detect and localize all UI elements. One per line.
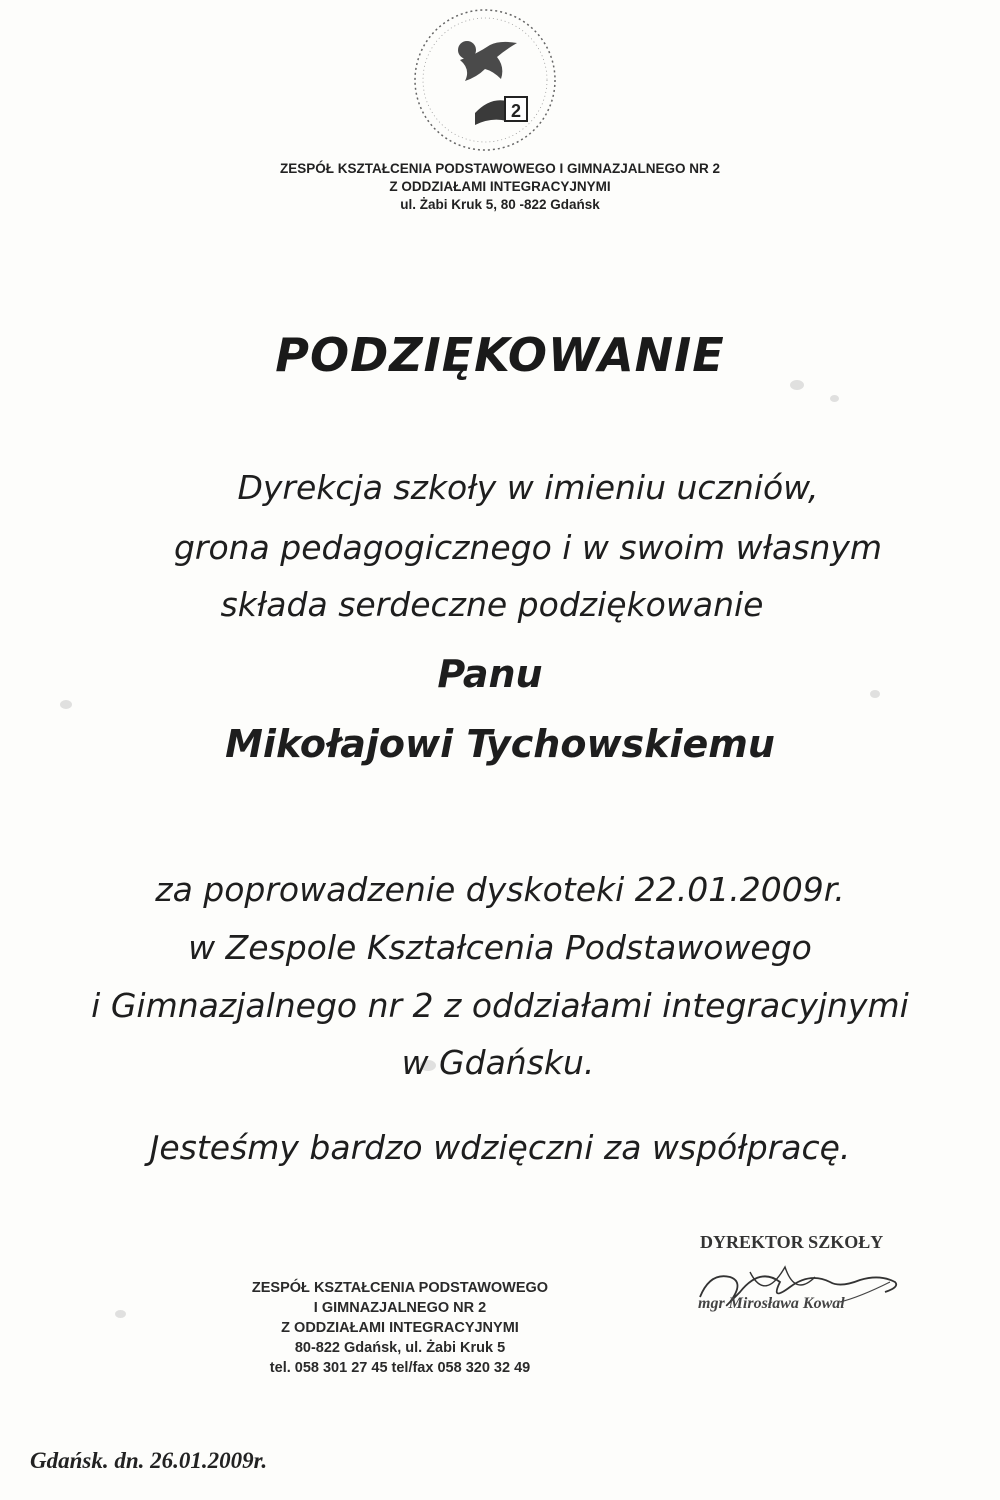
director-title: DYREKTOR SZKOŁY [700,1232,884,1252]
school-logo-icon [405,5,565,165]
intro-line-1: Dyrekcja szkoły w imieniu uczniów, [237,468,819,507]
recipient-name: Mikołajowi Tychowskiemu [225,722,775,766]
scan-speck [115,1310,126,1318]
reason-line-2: w Zespole Kształcenia Podstawowego [188,928,812,967]
stamp-line-3: Z ODDZIAŁAMI INTEGRACYJNYMI [281,1320,519,1336]
salutation: Panu [437,652,543,696]
stamp-line-2: I GIMNAZJALNEGO NR 2 [313,1300,487,1316]
reason-line-4: w Gdańsku. [401,1043,595,1082]
issue-date: Gdańsk. dn. 26.01.2009r. [30,1448,268,1473]
stamp-line-1: ZESPÓŁ KSZTAŁCENIA PODSTAWOWEGO [251,1280,549,1296]
reason-line-3: i Gimnazjalnego nr 2 z oddziałami integracyjnymi [91,986,909,1025]
closing-line: Jesteśmy bardzo wdzięczni za współpracę. [149,1128,851,1167]
intro-line-2: grona pedagogicznego i w swoim własnym [173,528,883,567]
stamp-line-4: 80-822 Gdańsk, ul. Żabi Kruk 5 [294,1340,506,1356]
scan-speck [60,700,72,709]
director-name: mgr Mirosława Kowal [698,1295,845,1312]
header-address: ul. Żabi Kruk 5, 80 -822 Gdańsk [400,197,600,212]
logo-number: 2 [510,101,522,121]
header-line-1: ZESPÓŁ KSZTAŁCENIA PODSTAWOWEGO I GIMNAZJALNEGO NR 2 [279,161,720,176]
stamp-line-5: tel. 058 301 27 45 tel/fax 058 320 32 49 [269,1360,531,1376]
intro-line-3: składa serdeczne podziękowanie [220,585,764,624]
school-header [160,160,840,214]
reason-line-1: za poprowadzenie dyskoteki 22.01.2009r. [155,870,845,909]
school-stamp [170,1278,630,1378]
header-line-2: Z ODDZIAŁAMI INTEGRACYJNYMI [389,179,611,194]
scan-speck [830,395,839,402]
document-title: PODZIĘKOWANIE [275,328,725,382]
